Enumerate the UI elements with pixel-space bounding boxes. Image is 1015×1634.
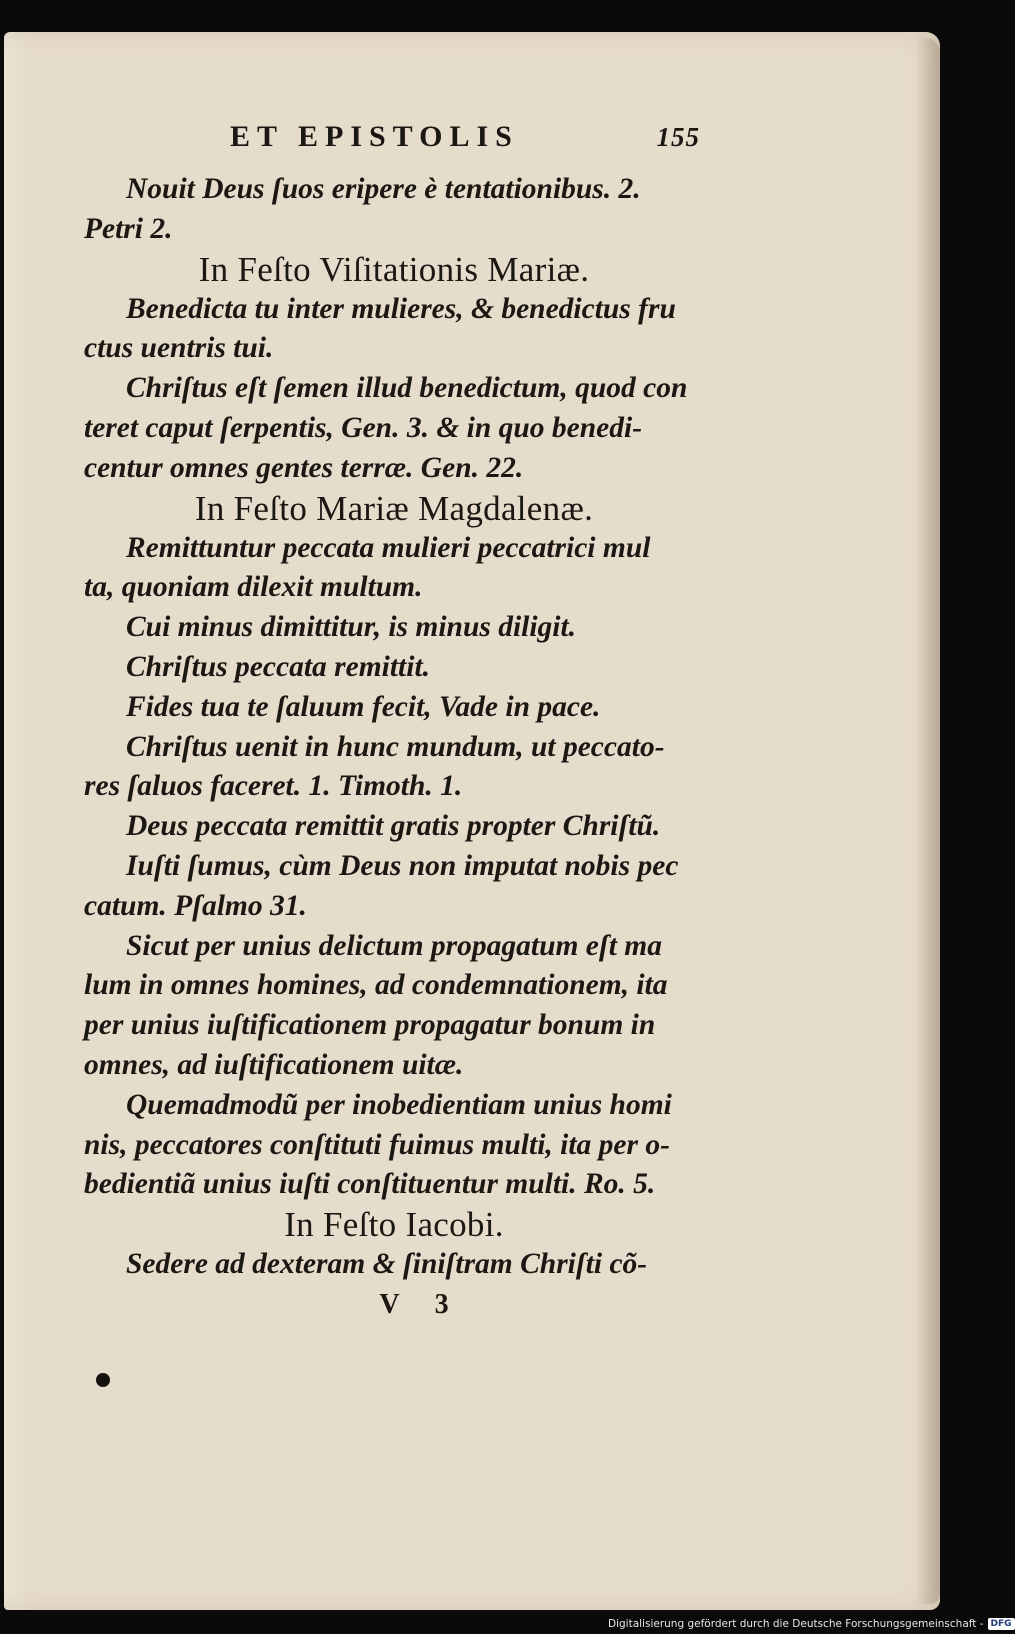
text-lines <box>84 170 704 1285</box>
page-number: 155 <box>656 122 700 152</box>
text-line: bedientiã unius iuſti conſtituentur multi. Ro. 5. <box>84 1168 656 1201</box>
text-line: Remittuntur peccata mulieri peccatrici mul <box>126 531 651 564</box>
text-line: Chriſtus eſt ſemen illud benedictum, quod con <box>126 372 688 405</box>
text-line: Sedere ad dexteram & ſiniſtram Chriſti cõ- <box>126 1248 648 1281</box>
text-line: centur omnes gentes terræ. Gen. 22. <box>84 451 524 484</box>
text-line: Chriſtus peccata remittit. <box>126 650 431 683</box>
text-line: Sicut per unius delictum propagatum eſt ma <box>126 929 662 962</box>
section-heading: In Feſto Viſitationis Mariæ. <box>198 249 590 289</box>
text-line: res ſaluos faceret. 1. Timoth. 1. <box>84 770 463 803</box>
text-line: Iuſti ſumus, cùm Deus non imputat nobis pec <box>126 849 679 882</box>
section-heading: In Feſto Iacobi. <box>284 1205 504 1245</box>
text-line: Fides tua te ſaluum fecit, Vade in pace. <box>126 690 601 723</box>
text-line: ctus uentris tui. <box>84 332 274 365</box>
text-line: omnes, ad iuſtificationem uitæ. <box>84 1048 464 1081</box>
text-line: Chriſtus uenit in hunc mundum, ut peccato- <box>126 730 665 763</box>
signature-mark <box>84 1285 704 1325</box>
text-line: Deus peccata remittit gratis propter Chriſtũ. <box>126 810 661 843</box>
footer-text: Digitalisierung gefördert durch die Deutsche Forschungsgemeinschaft - <box>608 1618 984 1630</box>
text-line: Cui minus dimittitur, is minus diligit. <box>126 611 577 644</box>
section-heading: In Feſto Mariæ Magdalenæ. <box>194 488 594 528</box>
text-line: Quemadmodũ per inobedientiam unius homi <box>126 1088 672 1121</box>
running-head <box>84 114 704 170</box>
text-line: teret caput ſerpentis, Gen. 3. & in quo benedi- <box>84 411 643 444</box>
signature-letter: V <box>379 1288 400 1320</box>
text-line: nis, peccatores conſtituti fuimus multi, ita per o- <box>84 1128 670 1161</box>
dfg-logo: DFG <box>988 1618 1015 1630</box>
text-line: Benedicta tu inter mulieres, & benedictus fru <box>126 292 676 325</box>
book-page <box>4 32 940 1610</box>
text-line: catum. Pſalmo 31. <box>84 889 307 922</box>
running-head-title: ET EPISTOLIS <box>230 120 519 153</box>
digitization-footer <box>608 1616 1015 1632</box>
text-line: Nouit Deus ſuos eripere è tentationibus. 2. <box>126 173 641 205</box>
ink-spot <box>96 1373 110 1387</box>
signature-number: 3 <box>434 1288 449 1320</box>
text-line: lum in omnes homines, ad condemnationem, ita <box>84 969 668 1002</box>
text-line: Petri 2. <box>84 212 173 245</box>
page-text <box>84 114 704 1325</box>
text-line: per unius iuſtificationem propagatur bonum in <box>84 1009 656 1042</box>
text-line: ta, quoniam dilexit multum. <box>84 571 423 604</box>
